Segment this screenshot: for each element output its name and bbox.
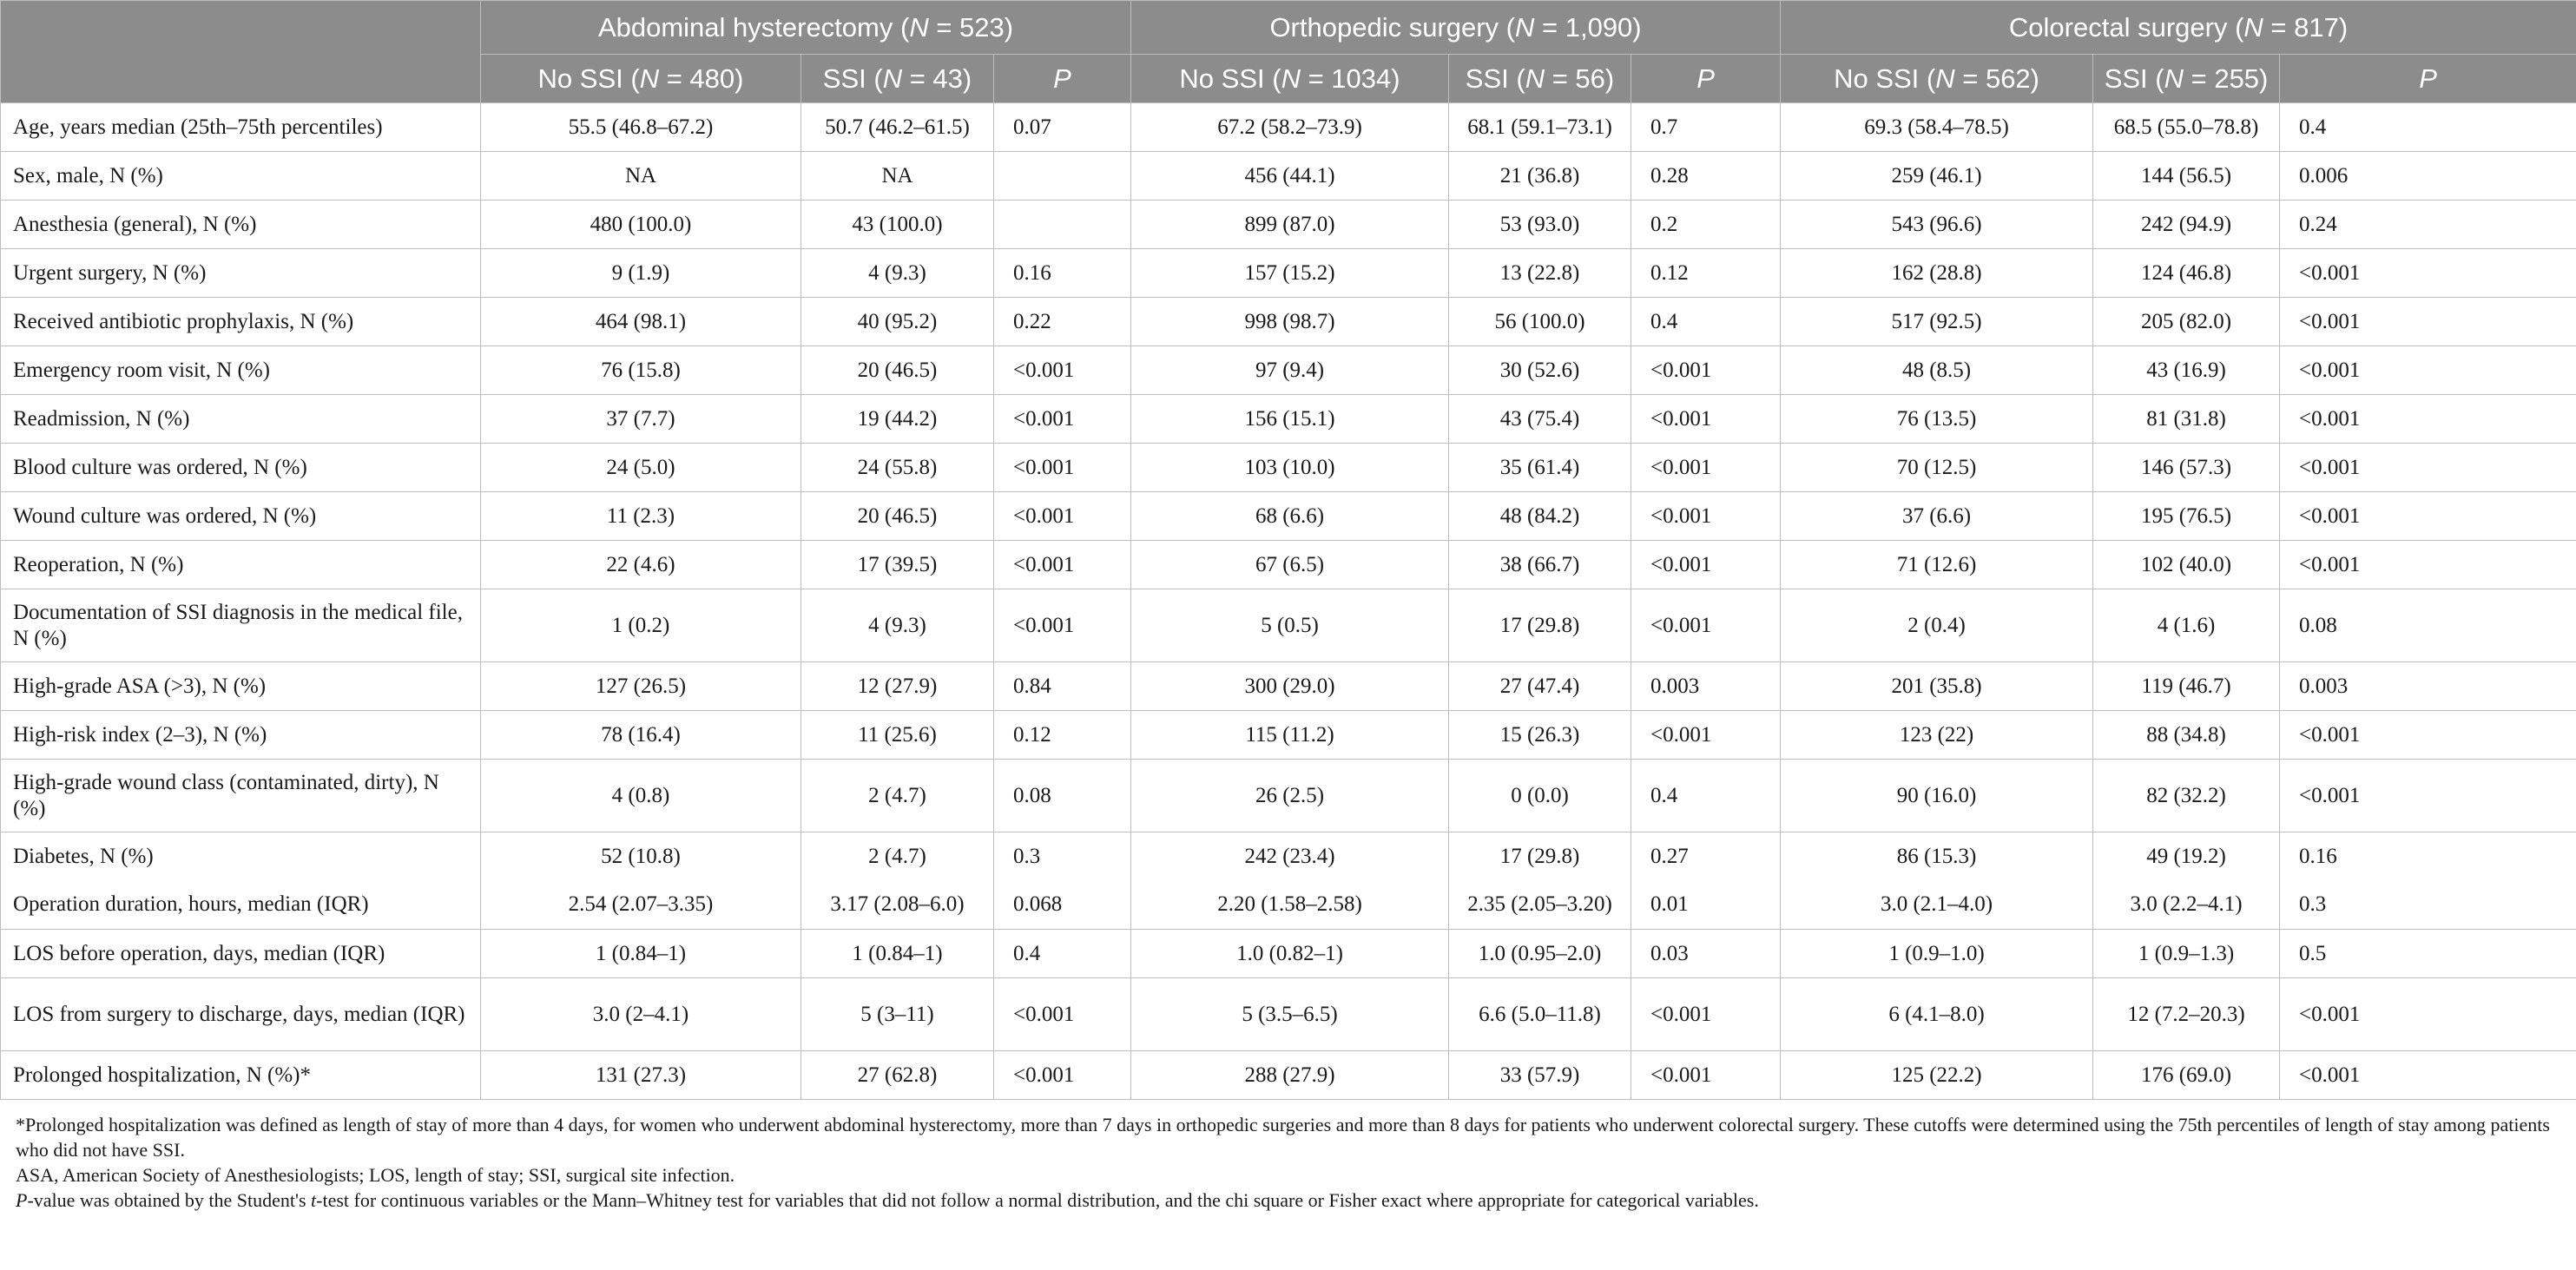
value-cell: 56 (100.0) bbox=[1449, 298, 1631, 346]
value-cell: NA bbox=[481, 152, 801, 201]
table-footnotes bbox=[0, 1100, 2576, 1213]
value-cell: 48 (8.5) bbox=[1781, 346, 2093, 395]
value-cell: 81 (31.8) bbox=[2093, 395, 2280, 444]
p-value-cell: <0.001 bbox=[994, 541, 1131, 589]
value-cell: 125 (22.2) bbox=[1781, 1051, 2093, 1100]
value-cell: 195 (76.5) bbox=[2093, 492, 2280, 541]
p-value-cell: <0.001 bbox=[2280, 395, 2576, 444]
row-label: High-grade wound class (contaminated, dirty), N (%) bbox=[1, 760, 481, 832]
p-value-cell: 0.4 bbox=[994, 930, 1131, 978]
p-value-cell: 0.5 bbox=[2280, 930, 2576, 978]
value-cell: 288 (27.9) bbox=[1131, 1051, 1449, 1100]
value-cell: 1 (0.9–1.0) bbox=[1781, 930, 2093, 978]
p-value-cell: <0.001 bbox=[994, 444, 1131, 492]
p-value-cell: 0.16 bbox=[2280, 832, 2576, 881]
value-cell: NA bbox=[801, 152, 994, 201]
value-cell: 55.5 (46.8–67.2) bbox=[481, 103, 801, 152]
value-cell: 300 (29.0) bbox=[1131, 662, 1449, 711]
table-row bbox=[1, 395, 2576, 444]
value-cell: 19 (44.2) bbox=[801, 395, 994, 444]
value-cell: 27 (47.4) bbox=[1449, 662, 1631, 711]
value-cell: 50.7 (46.2–61.5) bbox=[801, 103, 994, 152]
table-row bbox=[1, 298, 2576, 346]
table-row bbox=[1, 346, 2576, 395]
table-row bbox=[1, 881, 2576, 930]
p-value-cell: <0.001 bbox=[1631, 589, 1781, 662]
value-cell: 127 (26.5) bbox=[481, 662, 801, 711]
p-value-cell: 0.4 bbox=[1631, 298, 1781, 346]
value-cell: 24 (5.0) bbox=[481, 444, 801, 492]
value-cell: 12 (7.2–20.3) bbox=[2093, 978, 2280, 1051]
value-cell: 76 (13.5) bbox=[1781, 395, 2093, 444]
p-value-cell: 0.4 bbox=[2280, 103, 2576, 152]
value-cell: 11 (25.6) bbox=[801, 711, 994, 760]
value-cell: 157 (15.2) bbox=[1131, 249, 1449, 298]
table-row bbox=[1, 1051, 2576, 1100]
p-value-cell: <0.001 bbox=[2280, 492, 2576, 541]
value-cell: 259 (46.1) bbox=[1781, 152, 2093, 201]
value-cell: 67 (6.5) bbox=[1131, 541, 1449, 589]
p-value-cell: 0.28 bbox=[1631, 152, 1781, 201]
subheader-ssi: SSI (N = 255) bbox=[2093, 55, 2280, 103]
value-cell: 464 (98.1) bbox=[481, 298, 801, 346]
value-cell: 1 (0.84–1) bbox=[801, 930, 994, 978]
row-label: Urgent surgery, N (%) bbox=[1, 249, 481, 298]
value-cell: 0 (0.0) bbox=[1449, 760, 1631, 832]
value-cell: 3.0 (2–4.1) bbox=[481, 978, 801, 1051]
value-cell: 20 (46.5) bbox=[801, 492, 994, 541]
group-header-row bbox=[1, 1, 2576, 55]
p-value-cell: 0.24 bbox=[2280, 201, 2576, 249]
value-cell: 71 (12.6) bbox=[1781, 541, 2093, 589]
value-cell: 68 (6.6) bbox=[1131, 492, 1449, 541]
value-cell: 20 (46.5) bbox=[801, 346, 994, 395]
row-label: Documentation of SSI diagnosis in the medical file, N (%) bbox=[1, 589, 481, 662]
value-cell: 3.0 (2.2–4.1) bbox=[2093, 881, 2280, 930]
value-cell: 37 (6.6) bbox=[1781, 492, 2093, 541]
value-cell: 144 (56.5) bbox=[2093, 152, 2280, 201]
value-cell: 2.20 (1.58–2.58) bbox=[1131, 881, 1449, 930]
subheader-no-ssi: No SSI (N = 480) bbox=[481, 55, 801, 103]
value-cell: 21 (36.8) bbox=[1449, 152, 1631, 201]
value-cell: 102 (40.0) bbox=[2093, 541, 2280, 589]
value-cell: 5 (0.5) bbox=[1131, 589, 1449, 662]
p-value-cell: <0.001 bbox=[2280, 978, 2576, 1051]
value-cell: 6.6 (5.0–11.8) bbox=[1449, 978, 1631, 1051]
value-cell: 146 (57.3) bbox=[2093, 444, 2280, 492]
value-cell: 2 (4.7) bbox=[801, 832, 994, 881]
group-header-orthopedic: Orthopedic surgery (N = 1,090) bbox=[1131, 1, 1781, 55]
value-cell: 131 (27.3) bbox=[481, 1051, 801, 1100]
p-value-cell: 0.2 bbox=[1631, 201, 1781, 249]
value-cell: 242 (23.4) bbox=[1131, 832, 1449, 881]
subheader-no-ssi: No SSI (N = 1034) bbox=[1131, 55, 1449, 103]
subheader-no-ssi: No SSI (N = 562) bbox=[1781, 55, 2093, 103]
value-cell: 456 (44.1) bbox=[1131, 152, 1449, 201]
value-cell: 90 (16.0) bbox=[1781, 760, 2093, 832]
value-cell: 1 (0.84–1) bbox=[481, 930, 801, 978]
value-cell: 43 (75.4) bbox=[1449, 395, 1631, 444]
value-cell: 43 (100.0) bbox=[801, 201, 994, 249]
value-cell: 37 (7.7) bbox=[481, 395, 801, 444]
footnote-p-value: P-value was obtained by the Student's t-test for continuous variables or the Mann–Whitney test for variables that did not follow a normal distribution, and the chi square or Fisher exact where appropriate for categorical variables. bbox=[16, 1189, 1759, 1211]
row-label: Prolonged hospitalization, N (%)* bbox=[1, 1051, 481, 1100]
value-cell: 480 (100.0) bbox=[481, 201, 801, 249]
p-value-cell: <0.001 bbox=[2280, 444, 2576, 492]
value-cell: 67.2 (58.2–73.9) bbox=[1131, 103, 1449, 152]
table-row bbox=[1, 832, 2576, 881]
p-value-cell: <0.001 bbox=[1631, 395, 1781, 444]
p-value-cell: <0.001 bbox=[1631, 492, 1781, 541]
value-cell: 17 (39.5) bbox=[801, 541, 994, 589]
subheader-p: P bbox=[994, 55, 1131, 103]
value-cell: 11 (2.3) bbox=[481, 492, 801, 541]
value-cell: 899 (87.0) bbox=[1131, 201, 1449, 249]
value-cell: 13 (22.8) bbox=[1449, 249, 1631, 298]
value-cell: 48 (84.2) bbox=[1449, 492, 1631, 541]
value-cell: 97 (9.4) bbox=[1131, 346, 1449, 395]
p-value-cell: <0.001 bbox=[994, 978, 1131, 1051]
subheader-p: P bbox=[2280, 55, 2576, 103]
value-cell: 26 (2.5) bbox=[1131, 760, 1449, 832]
p-value-cell: <0.001 bbox=[994, 589, 1131, 662]
p-value-cell: 0.003 bbox=[2280, 662, 2576, 711]
table-row bbox=[1, 492, 2576, 541]
value-cell: 242 (94.9) bbox=[2093, 201, 2280, 249]
p-value-cell: 0.12 bbox=[994, 711, 1131, 760]
row-label: Wound culture was ordered, N (%) bbox=[1, 492, 481, 541]
value-cell: 3.17 (2.08–6.0) bbox=[801, 881, 994, 930]
header-corner-cell bbox=[1, 1, 481, 103]
value-cell: 17 (29.8) bbox=[1449, 832, 1631, 881]
table-row bbox=[1, 103, 2576, 152]
p-value-cell: 0.3 bbox=[994, 832, 1131, 881]
value-cell: 27 (62.8) bbox=[801, 1051, 994, 1100]
p-value-cell: 0.7 bbox=[1631, 103, 1781, 152]
value-cell: 43 (16.9) bbox=[2093, 346, 2280, 395]
value-cell: 3.0 (2.1–4.0) bbox=[1781, 881, 2093, 930]
value-cell: 4 (9.3) bbox=[801, 589, 994, 662]
group-header-hysterectomy: Abdominal hysterectomy (N = 523) bbox=[481, 1, 1131, 55]
value-cell: 30 (52.6) bbox=[1449, 346, 1631, 395]
value-cell: 201 (35.8) bbox=[1781, 662, 2093, 711]
value-cell: 53 (93.0) bbox=[1449, 201, 1631, 249]
p-value-cell: 0.006 bbox=[2280, 152, 2576, 201]
value-cell: 35 (61.4) bbox=[1449, 444, 1631, 492]
value-cell: 2 (0.4) bbox=[1781, 589, 2093, 662]
value-cell: 86 (15.3) bbox=[1781, 832, 2093, 881]
row-label: Anesthesia (general), N (%) bbox=[1, 201, 481, 249]
table-row bbox=[1, 662, 2576, 711]
p-value-cell bbox=[994, 152, 1131, 201]
table-row bbox=[1, 978, 2576, 1051]
p-value-cell: <0.001 bbox=[1631, 541, 1781, 589]
row-label: LOS before operation, days, median (IQR) bbox=[1, 930, 481, 978]
value-cell: 2 (4.7) bbox=[801, 760, 994, 832]
value-cell: 115 (11.2) bbox=[1131, 711, 1449, 760]
p-value-cell: 0.03 bbox=[1631, 930, 1781, 978]
table-row bbox=[1, 589, 2576, 662]
p-value-cell: 0.3 bbox=[2280, 881, 2576, 930]
value-cell: 6 (4.1–8.0) bbox=[1781, 978, 2093, 1051]
value-cell: 1.0 (0.82–1) bbox=[1131, 930, 1449, 978]
value-cell: 40 (95.2) bbox=[801, 298, 994, 346]
value-cell: 70 (12.5) bbox=[1781, 444, 2093, 492]
table-row bbox=[1, 152, 2576, 201]
row-label: Operation duration, hours, median (IQR) bbox=[1, 881, 481, 930]
value-cell: 4 (9.3) bbox=[801, 249, 994, 298]
row-label: High-grade ASA (>3), N (%) bbox=[1, 662, 481, 711]
value-cell: 103 (10.0) bbox=[1131, 444, 1449, 492]
p-value-cell: <0.001 bbox=[1631, 711, 1781, 760]
table-row bbox=[1, 201, 2576, 249]
row-label: Diabetes, N (%) bbox=[1, 832, 481, 881]
value-cell: 76 (15.8) bbox=[481, 346, 801, 395]
value-cell: 69.3 (58.4–78.5) bbox=[1781, 103, 2093, 152]
p-value-cell: <0.001 bbox=[1631, 1051, 1781, 1100]
p-value-cell: 0.08 bbox=[994, 760, 1131, 832]
row-label: Sex, male, N (%) bbox=[1, 152, 481, 201]
p-value-cell: <0.001 bbox=[994, 395, 1131, 444]
value-cell: 24 (55.8) bbox=[801, 444, 994, 492]
value-cell: 2.35 (2.05–3.20) bbox=[1449, 881, 1631, 930]
value-cell: 22 (4.6) bbox=[481, 541, 801, 589]
subheader-ssi: SSI (N = 56) bbox=[1449, 55, 1631, 103]
p-value-cell: 0.01 bbox=[1631, 881, 1781, 930]
p-value-cell: <0.001 bbox=[1631, 978, 1781, 1051]
p-value-cell: 0.4 bbox=[1631, 760, 1781, 832]
value-cell: 543 (96.6) bbox=[1781, 201, 2093, 249]
value-cell: 119 (46.7) bbox=[2093, 662, 2280, 711]
value-cell: 49 (19.2) bbox=[2093, 832, 2280, 881]
p-value-cell: 0.16 bbox=[994, 249, 1131, 298]
footnote-abbreviations: ASA, American Society of Anesthesiologists; LOS, length of stay; SSI, surgical site infection. bbox=[16, 1164, 735, 1186]
p-value-cell: 0.07 bbox=[994, 103, 1131, 152]
value-cell: 1.0 (0.95–2.0) bbox=[1449, 930, 1631, 978]
value-cell: 9 (1.9) bbox=[481, 249, 801, 298]
value-cell: 1 (0.9–1.3) bbox=[2093, 930, 2280, 978]
value-cell: 517 (92.5) bbox=[1781, 298, 2093, 346]
p-value-cell: <0.001 bbox=[994, 492, 1131, 541]
value-cell: 38 (66.7) bbox=[1449, 541, 1631, 589]
row-label: LOS from surgery to discharge, days, median (IQR) bbox=[1, 978, 481, 1051]
table-row bbox=[1, 444, 2576, 492]
table-row bbox=[1, 541, 2576, 589]
p-value-cell: 0.27 bbox=[1631, 832, 1781, 881]
value-cell: 52 (10.8) bbox=[481, 832, 801, 881]
p-value-cell: <0.001 bbox=[1631, 346, 1781, 395]
table-row bbox=[1, 249, 2576, 298]
value-cell: 124 (46.8) bbox=[2093, 249, 2280, 298]
value-cell: 33 (57.9) bbox=[1449, 1051, 1631, 1100]
value-cell: 998 (98.7) bbox=[1131, 298, 1449, 346]
p-value-cell: <0.001 bbox=[1631, 444, 1781, 492]
p-value-cell: <0.001 bbox=[2280, 298, 2576, 346]
p-value-cell: <0.001 bbox=[994, 346, 1131, 395]
p-value-cell: 0.22 bbox=[994, 298, 1131, 346]
row-label: Blood culture was ordered, N (%) bbox=[1, 444, 481, 492]
value-cell: 15 (26.3) bbox=[1449, 711, 1631, 760]
subheader-p: P bbox=[1631, 55, 1781, 103]
group-header-colorectal: Colorectal surgery (N = 817) bbox=[1781, 1, 2576, 55]
value-cell: 82 (32.2) bbox=[2093, 760, 2280, 832]
row-label: Reoperation, N (%) bbox=[1, 541, 481, 589]
value-cell: 68.1 (59.1–73.1) bbox=[1449, 103, 1631, 152]
value-cell: 176 (69.0) bbox=[2093, 1051, 2280, 1100]
value-cell: 205 (82.0) bbox=[2093, 298, 2280, 346]
table-row bbox=[1, 930, 2576, 978]
value-cell: 17 (29.8) bbox=[1449, 589, 1631, 662]
value-cell: 4 (1.6) bbox=[2093, 589, 2280, 662]
p-value-cell bbox=[994, 201, 1131, 249]
table-body bbox=[1, 103, 2576, 1100]
value-cell: 156 (15.1) bbox=[1131, 395, 1449, 444]
value-cell: 4 (0.8) bbox=[481, 760, 801, 832]
value-cell: 2.54 (2.07–3.35) bbox=[481, 881, 801, 930]
value-cell: 5 (3–11) bbox=[801, 978, 994, 1051]
value-cell: 78 (16.4) bbox=[481, 711, 801, 760]
p-value-cell: <0.001 bbox=[994, 1051, 1131, 1100]
footnote-prolonged-hospitalization: *Prolonged hospitalization was defined as length of stay of more than 4 days, for women who underwent abdominal hysterectomy, more than 7 days in orthopedic surgeries and more than 8 days for patients who underwent colorectal surgery. These cutoffs were determined using the 75th percentiles of length of stay among patients who did not have SSI. bbox=[16, 1114, 2550, 1161]
row-label: Readmission, N (%) bbox=[1, 395, 481, 444]
p-value-cell: 0.12 bbox=[1631, 249, 1781, 298]
p-value-cell: <0.001 bbox=[2280, 1051, 2576, 1100]
p-value-cell: 0.068 bbox=[994, 881, 1131, 930]
row-label: Received antibiotic prophylaxis, N (%) bbox=[1, 298, 481, 346]
table-row bbox=[1, 760, 2576, 832]
row-label: High-risk index (2–3), N (%) bbox=[1, 711, 481, 760]
value-cell: 123 (22) bbox=[1781, 711, 2093, 760]
p-value-cell: <0.001 bbox=[2280, 249, 2576, 298]
p-value-cell: <0.001 bbox=[2280, 711, 2576, 760]
row-label: Age, years median (25th–75th percentiles) bbox=[1, 103, 481, 152]
value-cell: 1 (0.2) bbox=[481, 589, 801, 662]
value-cell: 88 (34.8) bbox=[2093, 711, 2280, 760]
p-value-cell: 0.08 bbox=[2280, 589, 2576, 662]
row-label: Emergency room visit, N (%) bbox=[1, 346, 481, 395]
subheader-ssi: SSI (N = 43) bbox=[801, 55, 994, 103]
value-cell: 12 (27.9) bbox=[801, 662, 994, 711]
p-value-cell: 0.003 bbox=[1631, 662, 1781, 711]
value-cell: 162 (28.8) bbox=[1781, 249, 2093, 298]
p-value-cell: <0.001 bbox=[2280, 346, 2576, 395]
value-cell: 5 (3.5–6.5) bbox=[1131, 978, 1449, 1051]
table-row bbox=[1, 711, 2576, 760]
p-value-cell: <0.001 bbox=[2280, 760, 2576, 832]
p-value-cell: <0.001 bbox=[2280, 541, 2576, 589]
p-value-cell: 0.84 bbox=[994, 662, 1131, 711]
value-cell: 68.5 (55.0–78.8) bbox=[2093, 103, 2280, 152]
